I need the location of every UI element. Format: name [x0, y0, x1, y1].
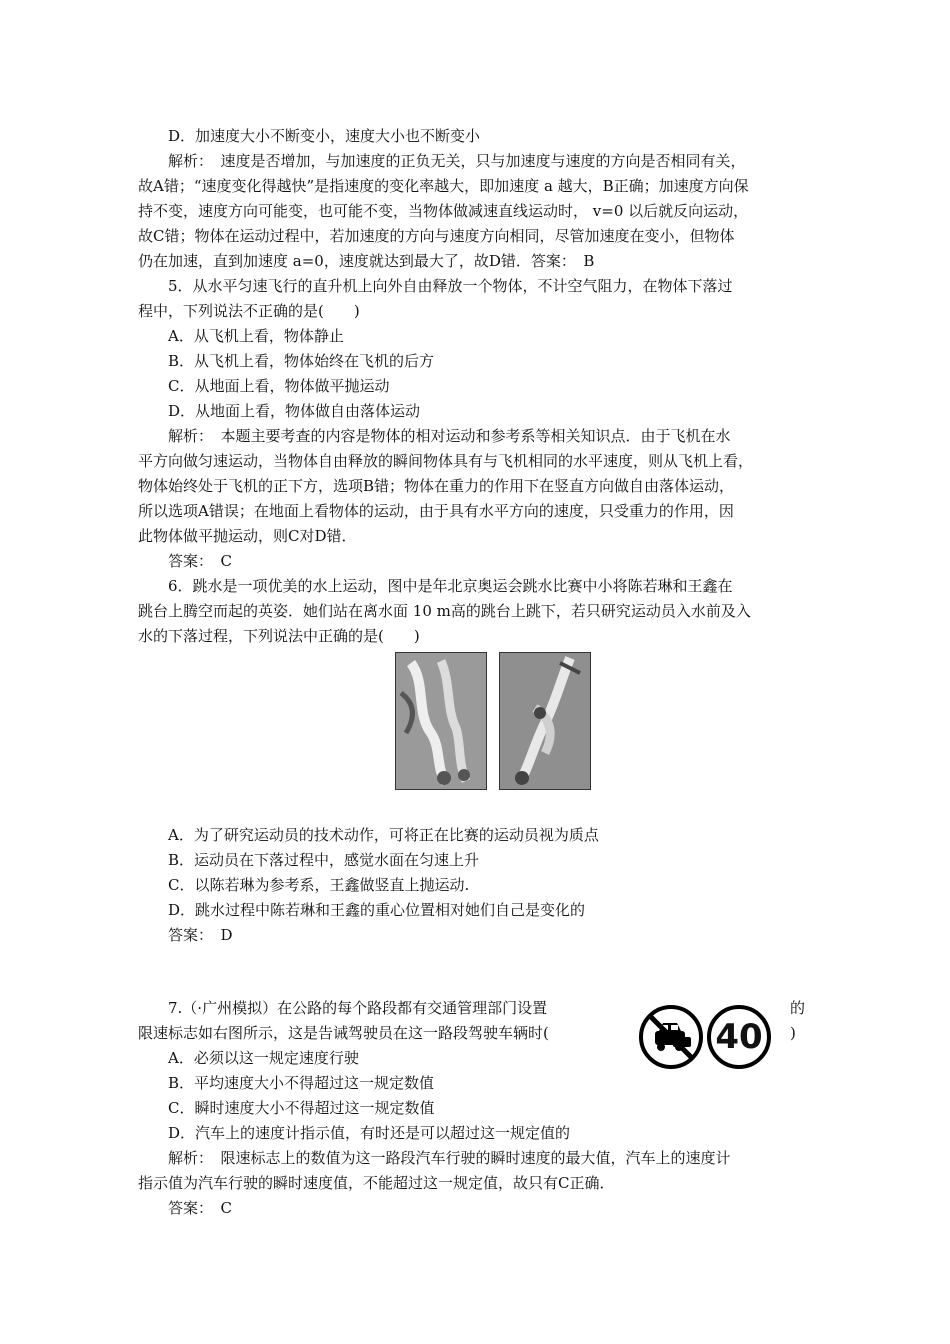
text-line: A．必须以这一规定速度行驶	[168, 1049, 359, 1067]
text-line: 解析： 限速标志上的数值为这一路段汽车行驶的瞬时速度的最大值，汽车上的速度计	[168, 1149, 731, 1167]
text-line: D．跳水过程中陈若琳和王鑫的重心位置相对她们自己是变化的	[168, 901, 586, 919]
text-line: 程中，下列说法不正确的是( )	[138, 302, 360, 320]
text-line: 5．从水平匀速飞行的直升机上向外自由释放一个物体，不计空气阻力，在物体下落过	[168, 277, 733, 295]
text-line: 故C错；物体在运动过程中，若加速度的方向与速度方向相同，尽管加速度在变小，但物体	[138, 227, 735, 245]
text-line: D．从地面上看，物体做自由落体运动	[168, 402, 421, 420]
text-line: B．平均速度大小不得超过这一规定数值	[168, 1074, 435, 1092]
divers-image-left	[396, 653, 486, 789]
text-line: 7.（·广州模拟）在公路的每个路段都有交通管理部门设置	[168, 999, 548, 1017]
text-line: A．为了研究运动员的技术动作，可将正在比赛的运动员视为质点	[168, 826, 599, 844]
text-line: 解析： 速度是否增加，与加速度的正负无关，只与加速度与速度的方向是否相同有关，	[168, 152, 746, 170]
text-line: 持不变，速度方向可能变，也可能不变，当物体做减速直线运动时， v=0 以后就反向运动，	[138, 202, 749, 220]
text-line: 答案： D	[168, 926, 233, 944]
text-line: 解析： 本题主要考查的内容是物体的相对运动和参考系等相关知识点．由于飞机在水	[168, 427, 731, 445]
speed-limit-40-sign: 40	[707, 1005, 771, 1069]
diving-photo-right	[499, 652, 591, 790]
text-line: D．汽车上的速度计指示值，有时还是可以超过这一规定值的	[168, 1124, 571, 1142]
text-line: C．瞬时速度大小不得超过这一规定数值	[168, 1099, 435, 1117]
text-line: 6．跳水是一项优美的水上运动，图中是年北京奥运会跳水比赛中小将陈若琳和王鑫在	[168, 577, 733, 595]
q7-tail-paren: )	[790, 1024, 796, 1042]
text-line: 指示值为汽车行驶的瞬时速度值，不能超过这一规定值，故只有C正确．	[138, 1174, 615, 1192]
text-line: 跳台上腾空而起的英姿．她们站在离水面 10 m高的跳台上跳下，若只研究运动员入水前及入	[138, 602, 751, 620]
text-line: B．运动员在下落过程中，感觉水面在匀速上升	[168, 851, 480, 869]
text-line: C．以陈若琳为参考系，王鑫做竖直上抛运动.	[168, 876, 470, 894]
text-line: 水的下落过程，下列说法中正确的是( )	[138, 627, 420, 645]
text-line: 物体始终处于飞机的正下方，选项B错；物体在重力的作用下在竖直方向做自由落体运动，	[138, 477, 735, 495]
text-line: A．从飞机上看，物体静止	[168, 327, 344, 345]
text-line: 此物体做平抛运动，则C对D错．	[138, 527, 357, 545]
text-line: B．从飞机上看，物体始终在飞机的后方	[168, 352, 435, 370]
text-line: 答案： C	[168, 552, 232, 570]
text-line: 所以选项A错误；在地面上看物体的运动，由于具有水平方向的速度，只受重力的作用，因	[138, 502, 734, 520]
text-line: 故A错；“速度变化得越快”是指速度的变化率越大，即加速度 a 越大，B正确；加速度方向保	[138, 177, 749, 195]
q7-tail-de: 的	[790, 999, 806, 1017]
text-line: C．从地面上看，物体做平抛运动	[168, 377, 390, 395]
text-line: 仍在加速，直到加速度 a=0，速度就达到最大了，故D错．答案： B	[138, 252, 595, 270]
divers-image-right	[500, 653, 590, 789]
text-line: 平方向做匀速运动，当物体自由释放的瞬间物体具有与飞机相同的水平速度，则从飞机上看，	[138, 452, 754, 470]
text-line: D．加速度大小不断变小，速度大小也不断变小	[168, 127, 481, 145]
text-line: 限速标志如右图所示，这是告诫驾驶员在这一路段驾驶车辆时(	[138, 1024, 549, 1042]
text-line: 答案： C	[168, 1199, 232, 1217]
diving-photos	[395, 652, 591, 790]
diving-photo-left	[395, 652, 487, 790]
